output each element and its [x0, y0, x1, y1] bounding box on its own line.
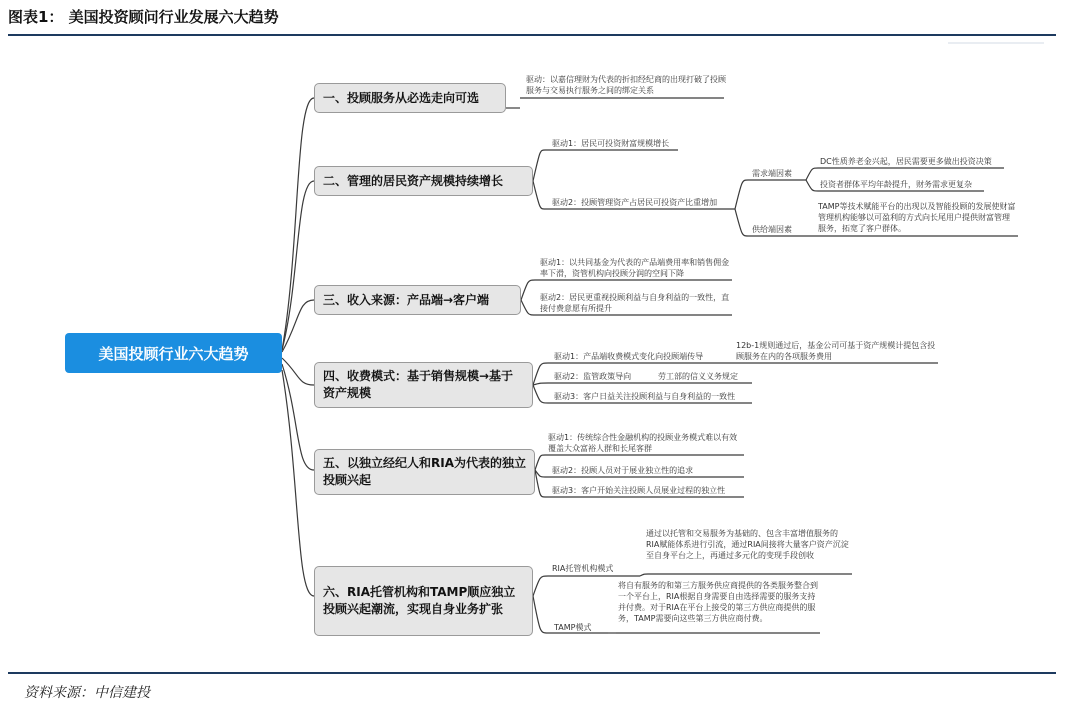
branch-4-driver-3: 驱动3：客户日益关注投顾利益与自身利益的一致性: [554, 392, 736, 401]
branch-2-box: 二、管理的居民资产规模持续增长: [314, 166, 533, 196]
source-note: 资料来源：中信建投: [24, 685, 150, 701]
branch-5-driver-3: 驱动3：客户开始关注投顾人员展业过程的独立性: [552, 486, 726, 495]
branch-3-driver-1: 驱动1：以共同基金为代表的产品端费用率和销售佣金率下滑，资管机构向投顾分润的空间下降: [540, 258, 730, 278]
branch-3-driver-2: 驱动2：居民更重视投顾利益与自身利益的一致性，直接付费意愿有所提升: [540, 293, 730, 313]
demand-factor: 需求端因素: [752, 169, 792, 178]
branch-2-driver-1: 驱动1：居民可投资财富规模增长: [552, 139, 670, 148]
branch-5-box: 五、以独立经纪人和RIA为代表的独立投顾兴起: [314, 449, 535, 495]
branch-1-box: 一、投顾服务从必选走向可选: [314, 83, 506, 113]
supply-text: TAMP等技术赋能平台的出现以及智能投顾的发展使财富管理机构能够以可盈利的方式向长尾用户提供财富管理服务，拓宽了客户群体。: [818, 202, 1016, 233]
ria-custodian-text: 通过以托管和交易服务为基础的、包含丰富增值服务的RIA赋能体系进行引流，通过RIA间接将大量客户资产沉淀至自身平台之上，再通过多元化的变现手段创收: [646, 529, 849, 560]
branch-1-driver: 驱动：以嘉信理财为代表的折扣经纪商的出现打破了投顾服务与交易执行服务之间的绑定关系: [526, 75, 726, 95]
branch-4-box: 四、收费模式：基于销售规模→基于资产规模: [314, 362, 533, 408]
rule-12b1-note: 12b-1规则通过后，基金公司可基于资产规模计提包含投顾服务在内的各项服务费用: [736, 341, 936, 361]
tamp-text: 将自有服务的和第三方服务供应商提供的各类服务整合到一个平台上，RIA根据自身需要自由选择需要的服务支持并付费。对于RIA在平台上接受的第三方供应商提供的服务，TAMP需要向这些第三方供应商付费。: [618, 581, 818, 623]
supply-factor: 供给端因素: [752, 225, 792, 234]
branch-4-driver-2: 驱动2：监管政策导向: [554, 372, 632, 381]
ria-custodian-model: RIA托管机构模式: [552, 564, 614, 573]
tamp-model: TAMP模式: [554, 623, 592, 632]
dol-fiduciary-note: 劳工部的信义义务规定: [658, 372, 738, 381]
branch-2-driver-2: 驱动2：投顾管理资产占居民可投资产比重增加: [552, 198, 718, 207]
branch-4-driver-1: 驱动1：产品端收费模式变化向投顾端传导: [554, 352, 704, 361]
root-node: 美国投顾行业六大趋势: [65, 333, 282, 373]
branch-6-box: 六、RIA托管机构和TAMP顺应独立投顾兴起潮流，实现自身业务扩张: [314, 566, 533, 636]
demand-item-2: 投资者群体平均年龄提升，财务需求更复杂: [820, 180, 972, 189]
branch-5-driver-1: 驱动1：传统综合性金融机构的投顾业务模式难以有效覆盖大众富裕人群和长尾客群: [548, 433, 738, 453]
demand-item-1: DC性质养老金兴起，居民需要更多做出投资决策: [820, 157, 992, 166]
footer-rule: [8, 672, 1056, 674]
figure-title: 图表1： 美国投资顾问行业发展六大趋势: [8, 8, 279, 26]
branch-3-box: 三、收入来源：产品端→客户端: [314, 285, 521, 315]
branch-5-driver-2: 驱动2：投顾人员对于展业独立性的追求: [552, 466, 694, 475]
